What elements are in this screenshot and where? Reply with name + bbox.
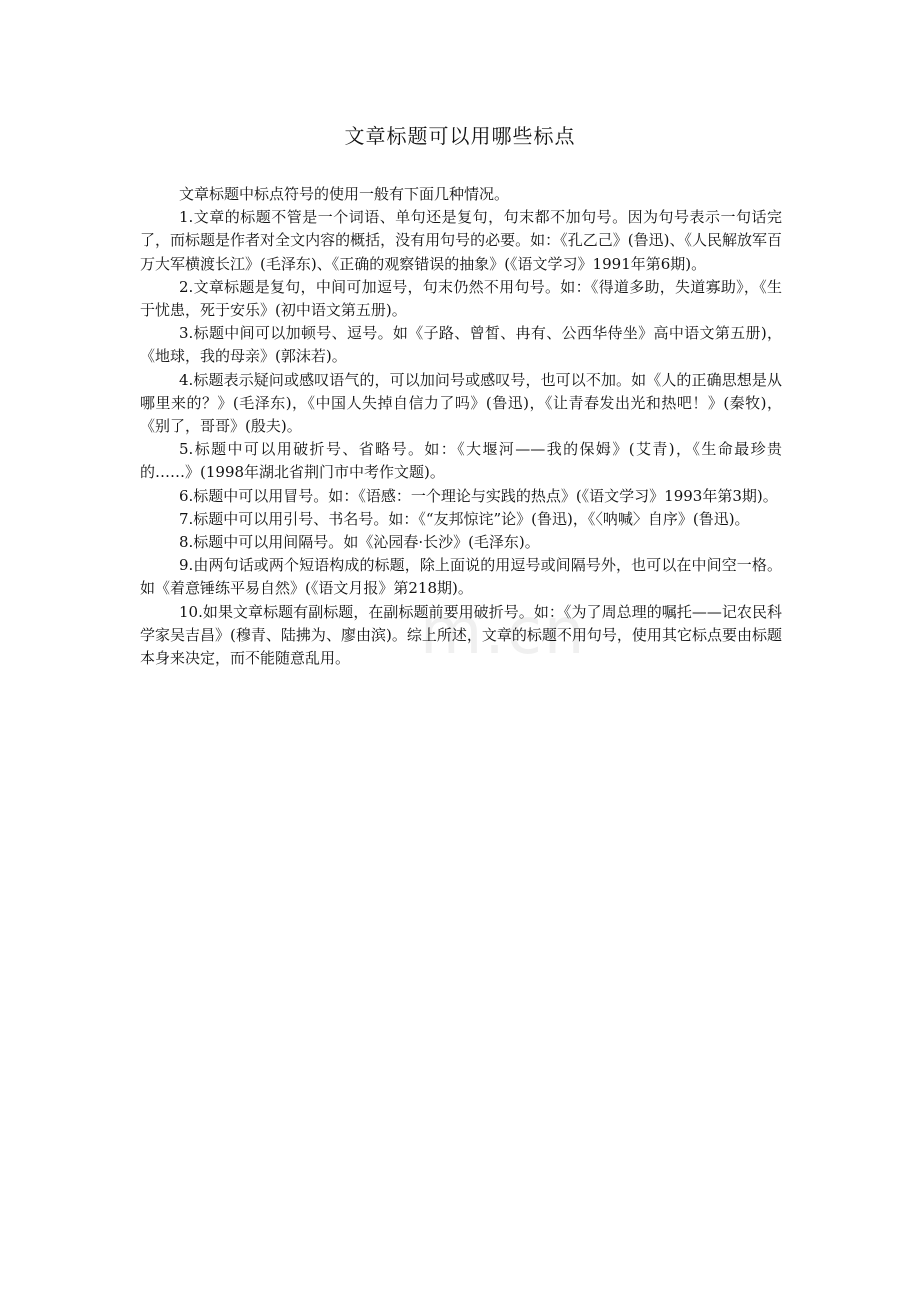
paragraph-5: 5.标题中可以用破折号、省略号。如：《大堰河——我的保姆》(艾青)，《生命最珍贵的……》(1998年湖北省荆门市中考作文题)。 [140,440,782,482]
paragraph-3: 3.标题中间可以加顿号、逗号。如《子路、曾皙、冉有、公西华侍坐》高中语文第五册)，《地球，我的母亲》(郭沫若)。 [140,324,782,366]
paragraph-2: 2.文章标题是复句，中间可加逗号，句末仍然不用句号。如：《得道多助，失道寡助》，《生于忧患，死于安乐》(初中语文第五册)。 [140,277,782,320]
paragraph-6: 6.标题中可以用冒号。如：《语感：一个理论与实践的热点》(《语文学习》1993年第3期)。 [179,486,778,505]
document-body [140,183,782,670]
document-title: 文章标题可以用哪些标点 [344,124,576,148]
paragraph-7: 7.标题中可以用引号、书名号。如：《“友邦惊诧”论》(鲁迅)，《〈呐喊〉自序》(鲁迅)。 [179,509,750,528]
intro-paragraph: 文章标题中标点符号的使用一般有下面几种情况。 [179,185,510,203]
paragraph-9: 9.由两句话或两个短语构成的标题，除上面说的用逗号或间隔号外，也可以在中间空一格。如《着意锤练平易自然》(《语文月报》第218期)。 [140,556,782,598]
paragraph-8: 8.标题中可以用间隔号。如《沁园春·长沙》(毛泽东)。 [179,533,540,552]
watermark: m.cn [420,595,587,669]
paragraph-1: 1.文章的标题不管是一个词语、单句还是复句，句末都不加句号。因为句号表示一句话完了，而标题是作者对全文内容的概括，没有用句号的必要。如：《孔乙己》(鲁迅)、《人民解放军百万大军横渡长江》(毛泽东)、《正确的观察错误的抽象》(《语文学习》1991年第6期)。 [140,208,782,273]
paragraph-4: 4.标题表示疑问或感叹语气的，可以加问号或感叹号，也可以不加。如《人的正确思想是从哪里来的？》(毛泽东)，《中国人失掉自信力了吗》(鲁迅)，《让青春发出光和热吧！》(秦牧)，《别了，哥哥》(殷夫)。 [140,370,782,436]
paragraph-10: 10.如果文章标题有副标题，在副标题前要用破折号。如：《为了周总理的嘱托——记农民科学家吴吉昌》(穆青、陆拂为、廖由滨)。综上所述，文章的标题不用句号，使用其它标点要由标题本身来决定，而不能随意乱用。 [140,602,782,668]
